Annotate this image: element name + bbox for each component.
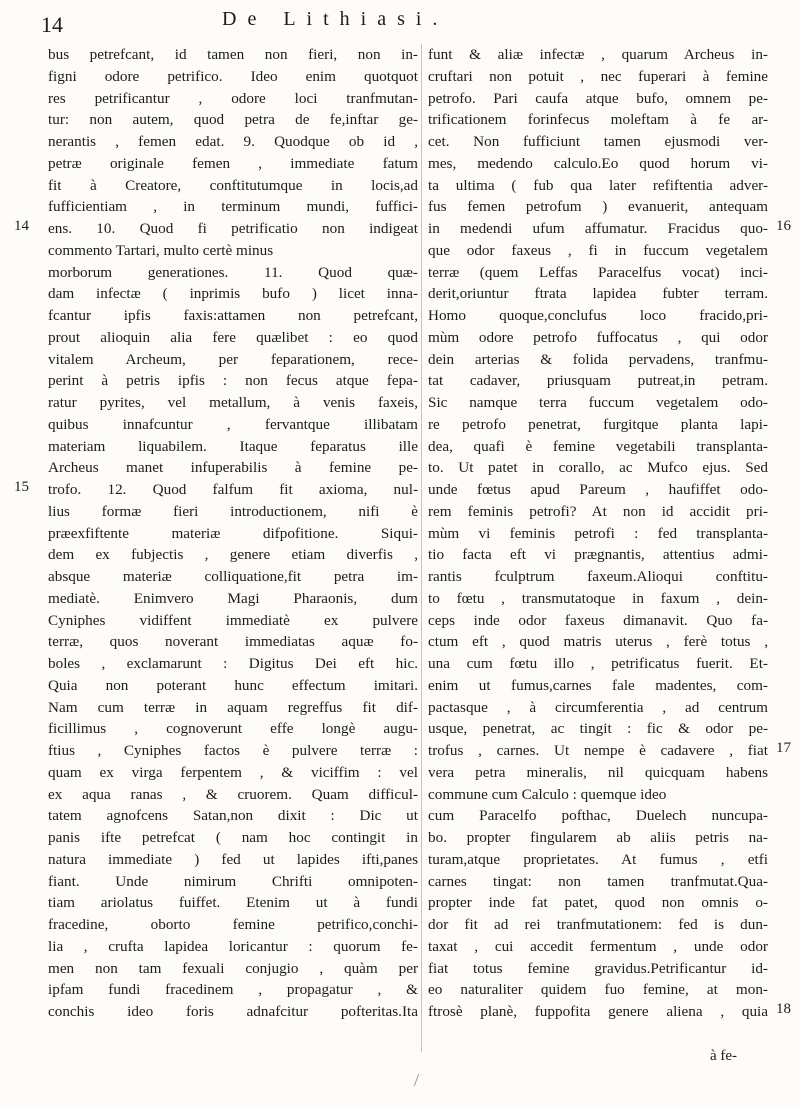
text-line: eo naturaliter quidem fuo femine, at mon-: [428, 981, 768, 999]
text-line: Nam cum terræ in aquam regreffus fit dif-: [48, 698, 418, 716]
text-line: usque, penetrat, ac tingit : fic & odor pe-: [428, 720, 768, 738]
text-line: propter inde fat patet, quod non omnis o-: [428, 894, 768, 912]
text-line: rem feminis petrofi? At non id accidit pri-: [428, 502, 768, 520]
text-line: absque materiæ colliquatione,fit petra im-: [48, 568, 418, 585]
left-text-column: [48, 44, 418, 1023]
text-line: lia , crufta lapidea loricantur : quorum fe-: [48, 937, 418, 955]
text-line: figni odore petrifico. Ideo enim quotquot: [48, 67, 418, 85]
text-line: re petrofo penetrat, furgitque planta lapi-: [428, 415, 768, 433]
margin-number-18: 18: [776, 1001, 791, 1017]
text-line: petrofo. Pari caufa atque bufo, omnem pe-: [428, 89, 768, 107]
text-line: quibus innafcuntur , fervantque illibatam: [48, 415, 418, 433]
right-text-column: [428, 44, 768, 1023]
text-line: terræ, quos noverant immediatas aquæ fo-: [48, 633, 418, 651]
column-divider: [421, 44, 422, 1052]
margin-number-16: 16: [776, 218, 791, 234]
text-line: res petrificantur , odore loci tranfmutan-: [48, 89, 418, 107]
text-line: Archeus manet infuperabilis à femine pe-: [48, 459, 418, 477]
text-line: ipfam fundi fracedinem , propagatur , &: [48, 981, 418, 999]
text-line: fit à Creatore, conftitutumque in locis,ad: [48, 176, 418, 194]
text-line: cum Paracelfo pofthac, Duelech nuncupa-: [428, 807, 768, 825]
text-line: una cum fœtu illo , petrificatus fuerit. Et-: [428, 655, 768, 672]
text-line: fus femen petrofum ) evanuerit, antequam: [428, 198, 768, 216]
text-line: turam,atque proprietates. At fumus , etfi: [428, 850, 768, 868]
text-line: pactasque , à circumferentia , ad centrum: [428, 698, 768, 716]
running-title: De Lithiasi.: [222, 8, 449, 30]
text-line: Cyniphes vidiffent immediatè ex pulvere: [48, 611, 418, 629]
text-line: ftius , Cyniphes factos è pulvere terræ :: [48, 742, 418, 759]
text-line: quam ex virga ferpentem , & viciffim : vel: [48, 763, 418, 781]
text-line: perint à petris ipfis : non fecus atque fepa-: [48, 372, 418, 390]
text-line: unde fœtus apud Pareum , haufiffet odo-: [428, 481, 768, 498]
text-line: derit,oriuntur ftrata lapidea fubter terram.: [428, 285, 768, 303]
text-line: trificationem forinfecus moleftam à fe ar-: [428, 111, 768, 129]
text-line: morborum generationes. 11. Quod quæ-: [48, 263, 418, 281]
text-line: tio facta eft vi prægnantis, attentius admi-: [428, 546, 768, 564]
text-line: cet. Non fufficiunt tamen ejusmodi ver-: [428, 133, 768, 150]
text-line: vitalem Archeum, per feparationem, rece-: [48, 350, 418, 368]
text-line: mùm vi feminis petrofi : fed transplanta-: [428, 524, 768, 542]
text-line: bo. propter fingularem ab aliis petris na-: [428, 829, 768, 846]
text-line: nerantis , femen edat. 9. Quodque ob id ,: [48, 133, 418, 150]
stray-ink-mark: [414, 1074, 427, 1086]
text-line: carnes tingat: non tamen tranfmutat.Qua-: [428, 872, 768, 890]
text-line: prout alioquin alia fere quælibet : eo quod: [48, 328, 418, 346]
text-line: dea, quafi è femine vegetabili transplanta-: [428, 437, 768, 455]
text-line: panis ifte petrefcat ( nam hoc contingit in: [48, 829, 418, 846]
text-line: funt & aliæ infectæ , quarum Archeus in-: [428, 46, 768, 63]
text-line: ceps inde odor faxeus dimanavit. Quo fa-: [428, 611, 768, 629]
text-line: Quia non poterant hunc effectum imitari.: [48, 676, 418, 694]
text-line: fracedine, oborto femine petrifico,conchi-: [48, 916, 418, 933]
text-line: fufficientiam , in terminum mundi, fuffici-: [48, 198, 418, 216]
text-line: dem ex fubjectis , genere etiam diverfis ,: [48, 546, 418, 564]
text-line: dein arterias & folida pervadens, tranfmu-: [428, 350, 768, 368]
text-line: ta ultima ( fub qua later refiftentia adver-: [428, 176, 768, 194]
text-line: ens. 10. Quod fi petrificatio non indigeat: [48, 220, 418, 237]
text-line: men non tam fexuali conjugio , quàm per: [48, 959, 418, 977]
page-number: 14: [41, 12, 63, 37]
text-line: præexfiftente materiæ difpofitione. Siqui-: [48, 524, 418, 542]
text-line: Sic namque terra fuccum vegetalem odo-: [428, 394, 768, 411]
text-line: lius formæ fieri introductionem, nifi è: [48, 502, 418, 520]
text-line: Homo quoque,conclufus loco fracido,pri-: [428, 307, 768, 324]
text-line: materiam liquabilem. Itaque feparatus ille: [48, 437, 418, 455]
text-line: cruftari non potuit , nec fuperari à femine: [428, 67, 768, 85]
text-line: ex aqua ranas , & cruorem. Quam difficul-: [48, 785, 418, 803]
text-line: dor fit ad rei tranfmutationem: fed is dun-: [428, 916, 768, 933]
text-line: enim ut fumus,carnes fale madentes, com-: [428, 676, 768, 694]
text-line: fiant. Unde nimirum Chrifti omnipoten-: [48, 872, 418, 890]
text-line: mediatè. Enimvero Magi Pharaonis, dum: [48, 589, 418, 607]
text-line: ficillimus , cognoverunt effe longè augu-: [48, 720, 418, 738]
margin-number-14: 14: [14, 218, 29, 234]
text-line: fiat totus femine gravidus.Petrificantur id-: [428, 959, 768, 977]
text-line: boles , exclamarunt : Digitus Dei eft hic.: [48, 655, 418, 672]
text-line: ftrosè planè, fuppofita genere aliena , quia: [428, 1003, 768, 1020]
margin-number-17: 17: [776, 740, 791, 756]
text-line: commento Tartari, multo certè minus: [48, 241, 274, 259]
text-line: trofo. 12. Quod falfum fit axioma, nul-: [48, 481, 418, 498]
text-line: natura immediate ) fed ut lapides ifti,panes: [48, 850, 418, 868]
text-line: bus petrefcant, id tamen non fieri, non in-: [48, 46, 418, 63]
text-line: terræ (quem Leffas Paracelfus vocat) inci-: [428, 263, 768, 281]
text-line: tiam ariolatus fuiffet. Etenim ut à fundi: [48, 894, 418, 912]
text-line: tur: non autem, quod petra de fe,inftar ge-: [48, 111, 418, 129]
text-line: dam infectæ ( inprimis bufo ) licet inna-: [48, 285, 418, 303]
text-line: to. Ut patet in corallo, ac Mufco ejus. Sed: [428, 459, 768, 477]
text-line: mùm odore petrofo fuffocatus , qui odor: [428, 328, 768, 346]
margin-number-15: 15: [14, 479, 29, 495]
text-line: conchis ideo foris adnafcitur pofteritas.Ita: [48, 1003, 418, 1020]
text-line: to fœtu , transmutatoque in faxum , dein-: [428, 589, 768, 607]
text-line: fcantur ipfis faxis:attamen non petrefcant,: [48, 307, 418, 324]
text-line: ratur pyrites, vel metallum, à venis faxeis,: [48, 394, 418, 411]
text-line: que odor faxeus , fi in fuccum vegetalem: [428, 241, 768, 259]
text-line: taxat , cui accedit fermentum , unde odor: [428, 937, 768, 955]
text-line: mes, medendo calculo.Eo quod horum vi-: [428, 154, 768, 172]
text-line: petræ originale femen , immediate fatum: [48, 154, 418, 172]
text-line: rantis fculptrum faxeum.Alioqui conftitu-: [428, 568, 768, 585]
text-line: ctum eft , quod matris uterus , ferè totus ,: [428, 633, 768, 651]
page-header: [0, 8, 800, 40]
text-line: in medendi ufum affumatur. Fracidus quo-: [428, 220, 768, 237]
text-line: trofus , carnes. Ut nempe è cadavere , fiat: [428, 742, 768, 759]
text-line: tat cadaver, priusquam putreat,in petram.: [428, 372, 768, 390]
catchword: à fe-: [710, 1048, 738, 1064]
text-line: vera petra mineralis, nil quicquam habens: [428, 763, 768, 781]
text-line: commune cum Calculo : quemque ideo: [428, 785, 667, 803]
text-line: tatem agnofcens Satan,non dixit : Dic ut: [48, 807, 418, 825]
